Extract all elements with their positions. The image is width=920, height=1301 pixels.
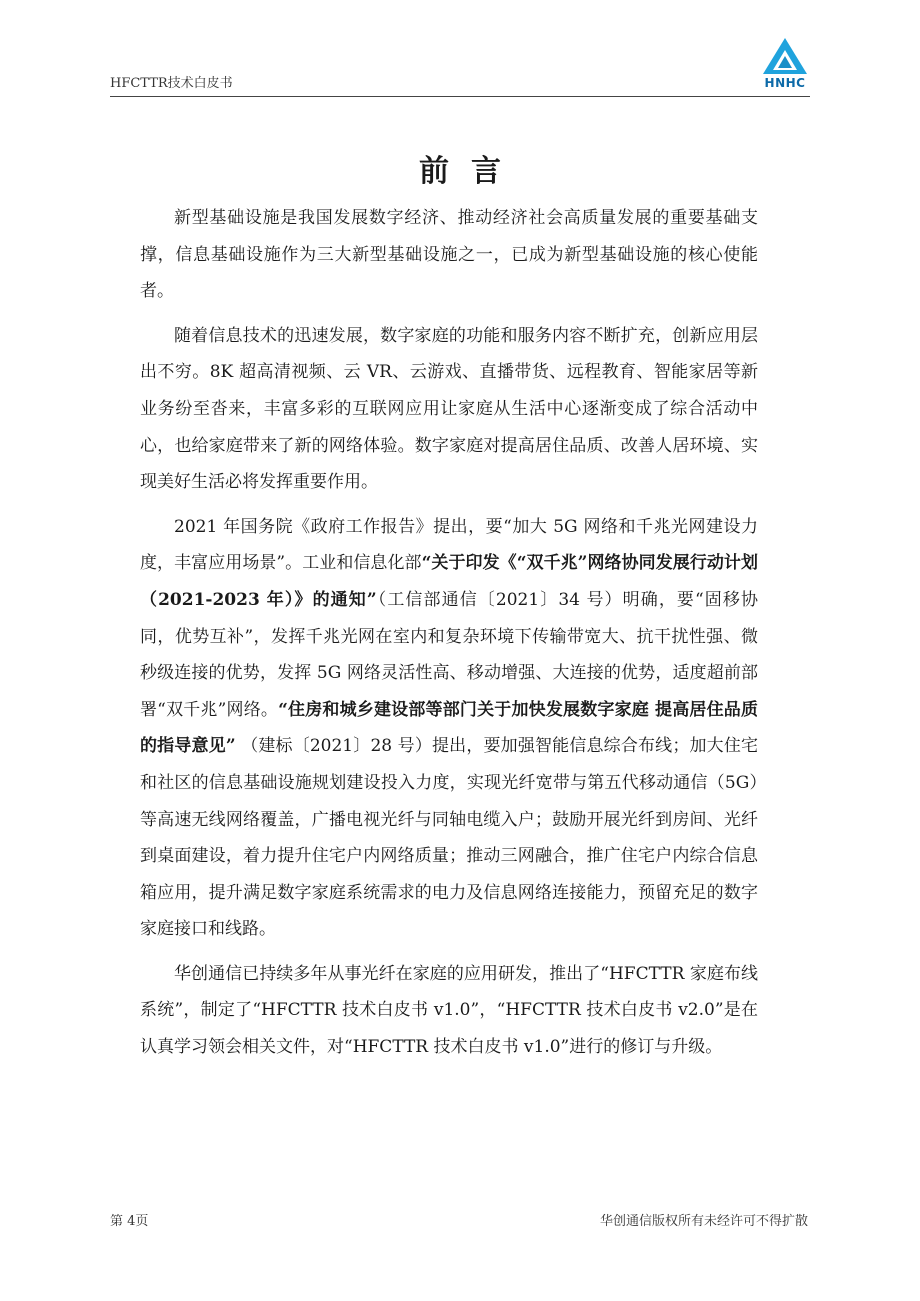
- page-title: 前言: [419, 154, 523, 189]
- document-body: [140, 200, 758, 1066]
- notice-title-double-gigabit: “关于印发《“双千兆”网络协同发展行动计划（2021-2023 年）》的通知”: [140, 553, 758, 610]
- company-logo: [755, 36, 815, 92]
- paragraph-2: 随着信息技术的迅速发展，数字家庭的功能和服务内容不断扩充，创新应用层出不穷。8K 超高清视频、云 VR、云游戏、直播带货、远程教育、智能家居等新业务纷至沓来，丰富多彩的互联网应用让家庭从生活中心逐渐变成了综合活动中心，也给家庭带来了新的网络体验。数字家庭对提高居住品质、改善人居环境、实现美好生活必将发挥重要作用。: [140, 325, 758, 493]
- header-divider: [110, 96, 810, 97]
- guidance-title-digital-home: “住房和城乡建设部等部门关于加快发展数字家庭 提高居住品质的指导意见”: [140, 699, 758, 757]
- paragraph-3-intro: 2021 年国务院《政府工作报告》提出，要“加大 5G 网络和千兆光网建设力度，丰富应用场景”。工业和信息化部: [140, 516, 758, 574]
- paragraph-4: 华创通信已持续多年从事光纤在家庭的应用研发，推出了“HFCTTR 家庭布线系统”，制定了“HFCTTR 技术白皮书 v1.0”，“HFCTTR 技术白皮书 v2.0”是在认真学习领会相关文件，对“HFCTTR 技术白皮书 v1.0”进行的修订与升级。: [140, 963, 758, 1058]
- page-number: 第 4页: [110, 1214, 149, 1229]
- paragraph-1: 新型基础设施是我国发展数字经济、推动经济社会高质量发展的重要基础支撑，信息基础设施作为三大新型基础设施之一，已成为新型基础设施的核心使能者。: [140, 208, 758, 302]
- logo-text: HNHC: [764, 76, 806, 90]
- logo-triangle-icon: [755, 36, 815, 76]
- paragraph-3: [140, 509, 758, 948]
- paragraph-3-end: （建标〔2021〕28 号）提出，要加强智能信息综合布线；加大住宅和社区的信息基础设施规划建设投入力度，实现光纤宽带与第五代移动通信（5G）等高速无线网络覆盖，广播电视光纤与同轴电缆入户；鼓励开展光纤到房间、光纤到桌面建设，着力提升住宅户内网络质量；推动三网融合，推广住宅户内综合信息箱应用，提升满足数字家庭系统需求的电力及信息网络连接能力，预留充足的数字家庭接口和线路。: [140, 736, 759, 940]
- copyright-notice: 华创通信版权所有未经许可不得扩散: [599, 1214, 808, 1229]
- paragraph-3-middle: （工信部通信〔2021〕34 号）明确，要“固移协同，优势互补”，发挥千兆光网在室内和复杂环境下传输带宽大、抗干扰性强、微秒级连接的优势，发挥 5G 网络灵活性高、移动增强、大连接的优势，适度超前部署“双千兆”网络。: [140, 589, 758, 720]
- header-title: HFCTTR技术白皮书: [110, 76, 233, 91]
